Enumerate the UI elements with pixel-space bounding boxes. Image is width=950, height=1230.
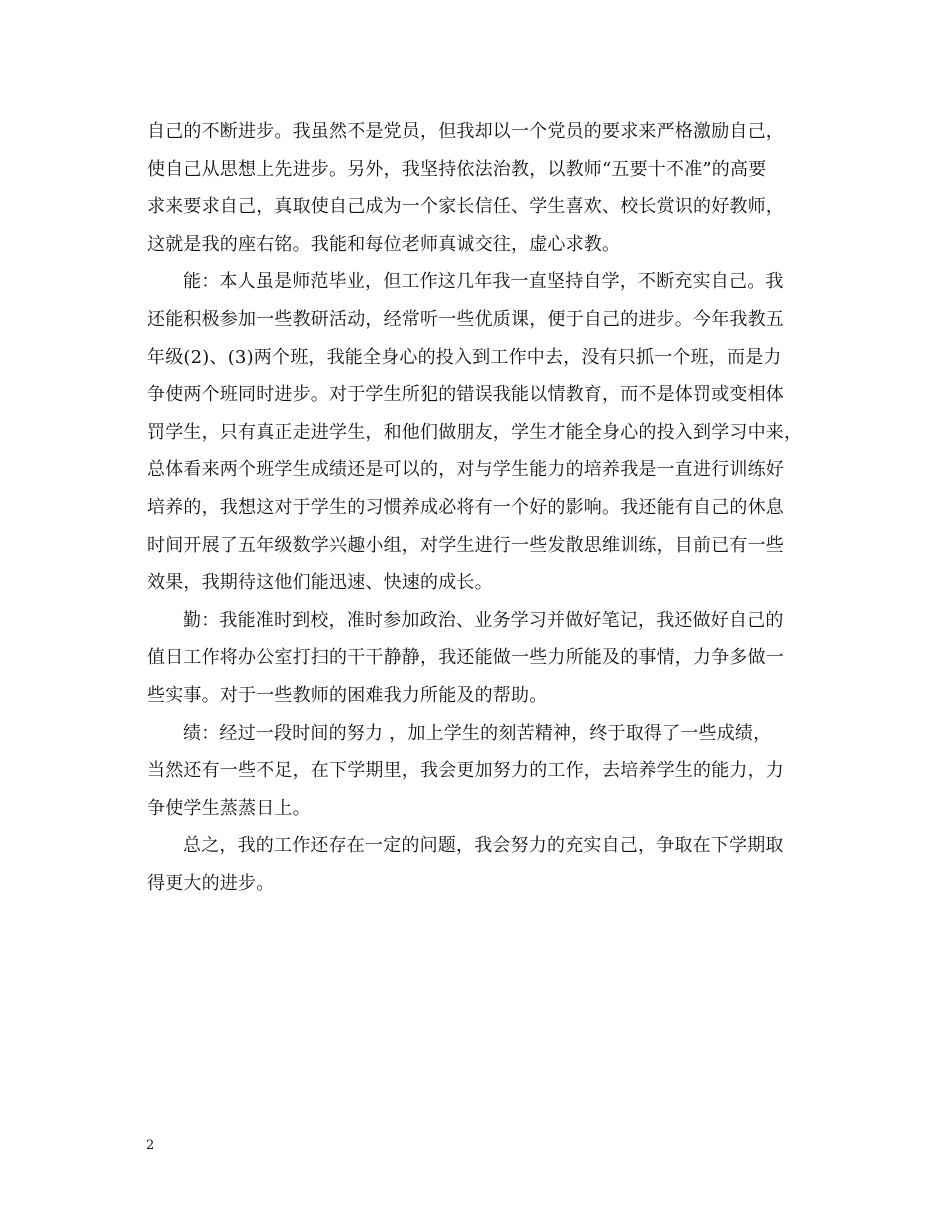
paragraph-start-line: 总之，我的工作还存在一定的问题，我会努力的充实自己，争取在下学期取 [183,835,784,857]
text-line: 使自己从思想上先进步。另外，我坚持依法治教，以教师“五要十不准”的高要 [147,158,767,180]
text-line: 总体看来两个班学生成绩还是可以的，对与学生能力的培养我是一直进行训练好 [147,459,784,481]
text-line: 些实事。对于一些教师的困难我力所能及的帮助。 [147,684,548,706]
text-line: 值日工作将办公室打扫的干干静静，我还能做一些力所能及的事情，力争多做一 [147,647,784,669]
text-line: 效果，我期待这他们能迅速、快速的成长。 [147,572,493,594]
text-line: 争使两个班同时进步。对于学生所犯的错误我能以情教育，而不是体罚或变相体 [147,384,784,406]
text-line: 培养的，我想这对于学生的习惯养成必将有一个好的影响。我还能有自己的休息 [147,496,784,518]
paragraph-start-line: 绩：经过一段时间的努力 ，加上学生的刻苦精神，终于取得了一些成绩， [183,722,772,744]
paragraph-start-line: 能：本人虽是师范毕业，但工作这几年我一直坚持自学，不断充实自己。我 [183,271,784,293]
text-line: 这就是我的座右铭。我能和每位老师真诚交往，虚心求教。 [147,233,621,255]
body-text [147,113,807,902]
text-line: 时间开展了五年级数学兴趣小组，对学生进行一些发散思维训练，目前已有一些 [147,534,784,556]
paragraph-start-line: 勤：我能准时到校，准时参加政治、业务学习并做好笔记，我还做好自己的 [183,609,784,631]
page-number: 2 [146,1138,155,1153]
text-line: 当然还有一些不足，在下学期里，我会更加努力的工作，去培养学生的能力，力 [147,760,784,782]
text-line: 求来要求自己，真取使自己成为一个家长信任、学生喜欢、校长赏识的好教师， [147,196,784,218]
text-line: 还能积极参加一些教研活动，经常听一些优质课，便于自己的进步。今年我教五 [147,308,784,330]
text-line: 罚学生，只有真正走进学生，和他们做朋友，学生才能全身心的投入到学习中来， [147,421,803,443]
text-line: 得更大的进步。 [147,872,275,894]
text-line: 争使学生蒸蒸日上。 [147,797,311,819]
text-line: 自己的不断进步。我虽然不是党员，但我却以一个党员的要求来严格激励自己， [147,121,784,142]
text-line: 年级(2)、(3)两个班，我能全身心的投入到工作中去，没有只抓一个班，而是力 [147,346,782,368]
